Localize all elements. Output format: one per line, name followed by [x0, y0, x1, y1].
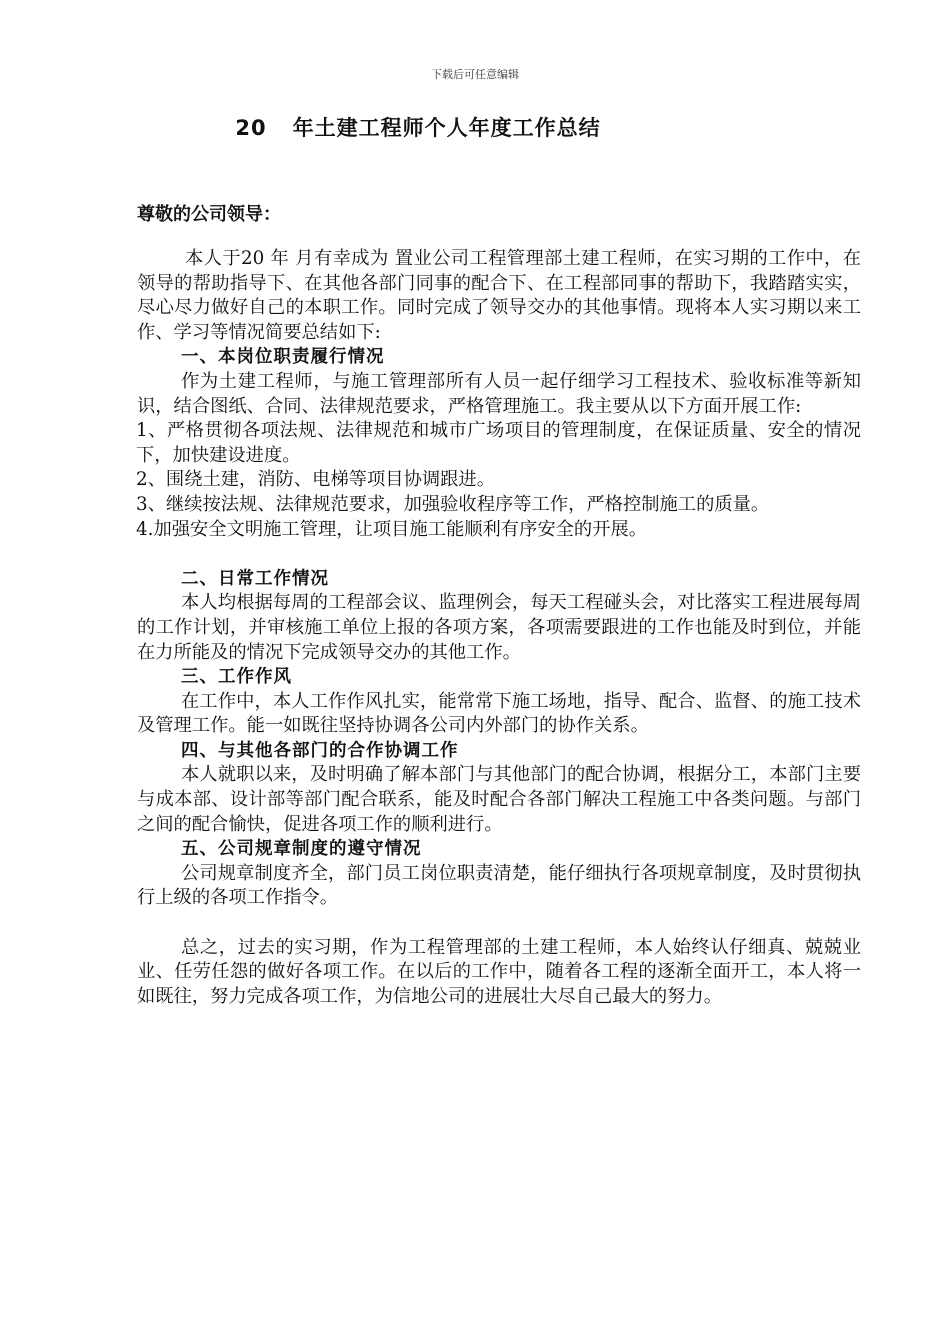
title-text: 年土建工程师个人年度工作总结: [292, 116, 601, 140]
document-title: [0, 112, 836, 142]
section-paragraph-4: 本人就职以来，及时明确了解本部门与其他部门的配合协调，根据分工，本部门主要与成本部、设计部等部门配合联系，能及时配合各部门解决工程施工中各类问题。与部门之间的配合愉快，促进各项工作的顺利进行。: [137, 764, 861, 835]
conclusion-paragraph: 总之，过去的实习期，作为工程管理部的土建工程师，本人始终认仔细真、兢兢业业、任劳任怨的做好各项工作。在以后的工作中，随着各工程的逐渐全面开工，本人将一如既往，努力完成各项工作，为信地公司的进展壮大尽自己最大的努力。: [137, 936, 861, 1007]
salutation: 尊敬的公司领导：: [137, 204, 281, 225]
title-year: 20: [235, 116, 267, 140]
section-paragraph-3: 在工作中，本人工作作风扎实，能常常下施工场地，指导、配合、监督、的施工技术及管理工作。能一如既往坚持协调各公司内外部门的协作关系。: [137, 690, 861, 737]
section-heading-4: 四、与其他各部门的合作协调工作: [181, 740, 459, 761]
section-paragraph-5: 公司规章制度齐全，部门员工岗位职责清楚，能仔细执行各项规章制度，及时贯彻执行上级的各项工作指令。: [137, 862, 861, 909]
section-paragraph-2: 本人均根据每周的工程部会议、监理例会，每天工程碰头会，对比落实工程进展每周的工作计划，并审核施工单位上报的各项方案，各项需要跟进的工作也能及时到位，并能在力所能及的情况下完成领导交办的其他工作。: [137, 592, 861, 663]
blank-line: [137, 911, 861, 936]
blank-line: [137, 542, 861, 567]
section-heading-3: 三、工作作风: [181, 667, 292, 688]
list-item-3: 3、继续按法规、法律规范要求，加强验收程序等工作，严格控制施工的质量。: [136, 493, 770, 515]
list-item-1: 1、严格贯彻各项法规、法律规范和城市广场项目的管理制度，在保证质量、安全的情况下，加快建设进度。: [136, 420, 861, 466]
document-body: [137, 247, 861, 1009]
section-heading-2: 二、日常工作情况: [181, 568, 329, 589]
section-paragraph-1: 作为土建工程师，与施工管理部所有人员一起仔细学习工程技术、验收标准等新知识，结合图纸、合同、法律规范要求，严格管理施工。我主要从以下方面开展工作:: [137, 370, 861, 417]
intro-paragraph: 本人于20 年 月有幸成为 置业公司工程管理部土建工程师，在实习期的工作中，在领导的帮助指导下、在其他各部门同事的配合下、在工程部同事的帮助下，我踏踏实实，尽心尽力做好自己的本职工作。同时完成了领导交办的其他事情。现将本人实习期以来工作、学习等情况简要总结如下:: [137, 248, 861, 343]
header-note: 下载后可任意编辑: [431, 68, 519, 81]
list-item-2: 2、围绕土建，消防、电梯等项目协调跟进。: [136, 469, 495, 491]
list-item-4: 4.加强安全文明施工管理，让项目施工能顺利有序安全的开展。: [136, 518, 648, 540]
section-heading-5: 五、公司规章制度的遵守情况: [181, 839, 422, 860]
section-heading-1: 一、本岗位职责履行情况: [181, 347, 385, 368]
